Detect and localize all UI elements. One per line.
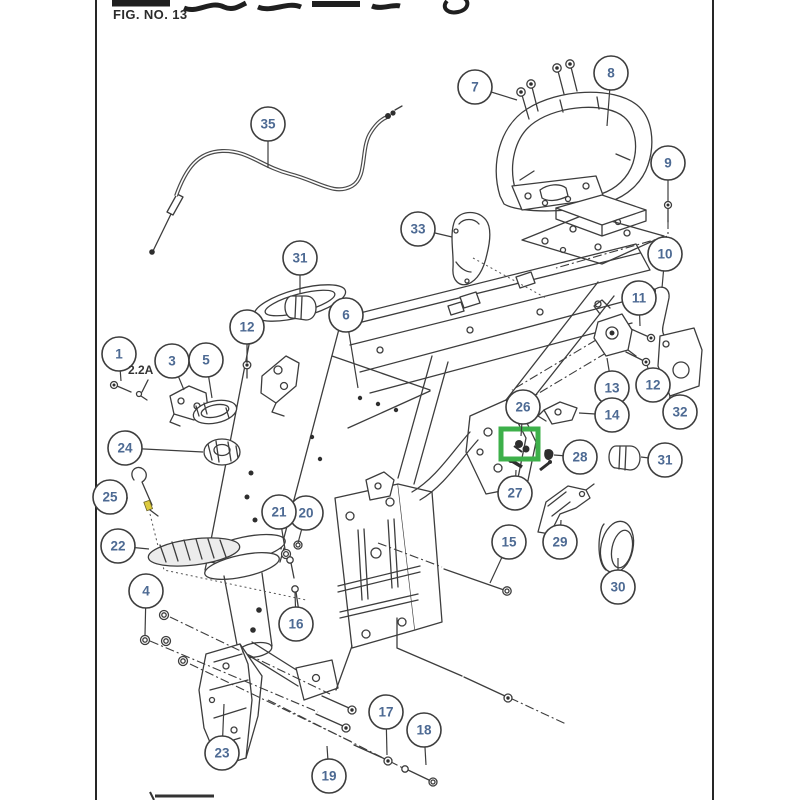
- callout-10[interactable]: [648, 237, 682, 288]
- cover-artwork-33: [452, 213, 490, 285]
- callout-22[interactable]: [101, 529, 149, 563]
- callout-number: 19: [321, 768, 337, 784]
- callout-number: 32: [672, 404, 688, 420]
- callout-3[interactable]: [155, 344, 189, 390]
- callout-4[interactable]: [129, 574, 163, 635]
- callout-number: 31: [292, 250, 308, 266]
- callout-33[interactable]: [401, 212, 452, 246]
- callout-number: 22: [110, 538, 126, 554]
- bolt-artwork-9: [665, 202, 672, 223]
- callout-9[interactable]: [651, 146, 685, 202]
- callout-number: 12: [645, 377, 661, 393]
- callout-24[interactable]: [108, 431, 203, 465]
- callout-number: 28: [572, 449, 588, 465]
- callout-17[interactable]: [369, 695, 403, 755]
- callout-number: 7: [471, 79, 479, 95]
- callout-number: 10: [657, 246, 673, 262]
- callout-number: 6: [342, 307, 350, 323]
- callout-28[interactable]: [554, 440, 597, 474]
- callout-18[interactable]: [407, 713, 441, 765]
- callout-32[interactable]: [663, 395, 697, 429]
- callout-15[interactable]: [490, 525, 526, 583]
- callout-25[interactable]: [93, 480, 128, 514]
- callout-number: 13: [604, 380, 620, 396]
- callout-number: 21: [271, 504, 287, 520]
- callout-number: 35: [260, 116, 276, 132]
- callout-19[interactable]: [312, 746, 346, 793]
- callout-12-left[interactable]: [230, 310, 264, 363]
- callout-number: 30: [610, 579, 626, 595]
- callout-number: 8: [607, 65, 615, 81]
- figure-title: FIG. NO. 13: [113, 7, 188, 22]
- callout-number: 18: [416, 722, 432, 738]
- ref-label-2-2a: 2.2A: [128, 363, 154, 377]
- callout-number: 9: [664, 155, 672, 171]
- callout-number: 17: [378, 704, 394, 720]
- callout-number: 16: [288, 616, 304, 632]
- callout-11[interactable]: [622, 281, 656, 326]
- callout-number: 15: [501, 534, 517, 550]
- callout-number: 20: [298, 505, 314, 521]
- callout-number: 25: [102, 489, 118, 505]
- grab-rail-artwork: [496, 92, 652, 211]
- callout-number: 33: [410, 221, 426, 237]
- callout-14[interactable]: [579, 398, 629, 432]
- callout-number: 12: [239, 319, 255, 335]
- callout-7[interactable]: [458, 70, 517, 104]
- callout-number: 4: [142, 583, 150, 599]
- callout-number: 14: [604, 407, 620, 423]
- callout-number: 31: [657, 452, 673, 468]
- callout-number: 11: [631, 290, 647, 306]
- callout-number: 23: [214, 745, 230, 761]
- cropped-bottom-text: [150, 792, 214, 800]
- callout-number: 1: [115, 346, 123, 362]
- callout-number: 29: [552, 534, 568, 550]
- callout-number: 3: [168, 353, 176, 369]
- callout-number: 5: [202, 352, 210, 368]
- callout-number: 27: [507, 485, 523, 501]
- callout-31-right[interactable]: [641, 443, 682, 477]
- callout-16[interactable]: [279, 592, 313, 641]
- callout-number: 24: [117, 440, 133, 456]
- callout-number: 26: [515, 399, 531, 415]
